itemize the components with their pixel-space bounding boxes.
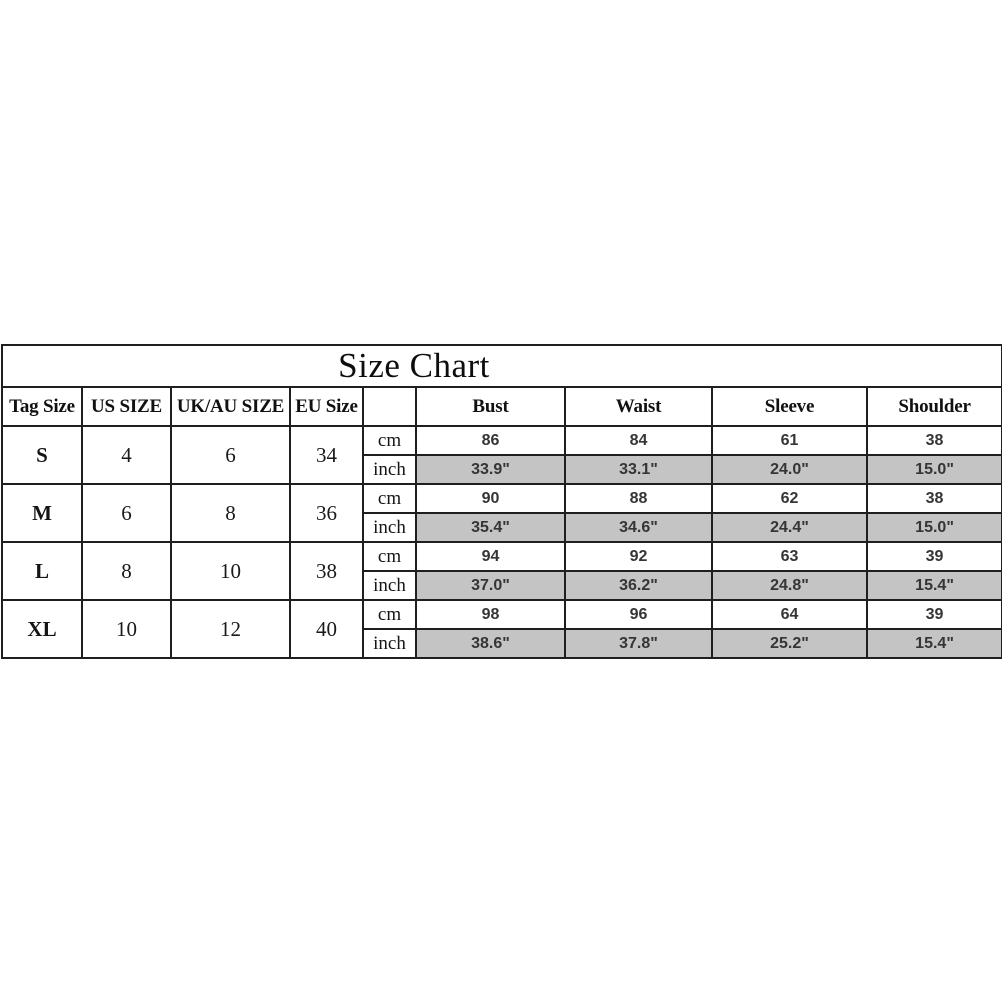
us-size-cell: 10 <box>82 600 171 658</box>
value-cell-bust-inch: 38.6" <box>416 629 565 658</box>
value-cell-shoulder-inch: 15.0" <box>867 455 1002 484</box>
col-header-sleeve: Sleeve <box>712 387 867 426</box>
col-header-bust: Bust <box>416 387 565 426</box>
ukau-size-cell: 6 <box>171 426 290 484</box>
value-cell-waist-inch: 33.1" <box>565 455 712 484</box>
eu-size-cell: 40 <box>290 600 363 658</box>
tag-size-cell: M <box>2 484 82 542</box>
value-cell-sleeve-inch: 24.0" <box>712 455 867 484</box>
ukau-size-cell: 10 <box>171 542 290 600</box>
col-header-us-size: US SIZE <box>82 387 171 426</box>
value-cell-waist-inch: 37.8" <box>565 629 712 658</box>
unit-cell-cm: cm <box>363 600 416 629</box>
value-cell-shoulder-inch: 15.0" <box>867 513 1002 542</box>
value-cell-sleeve-cm: 64 <box>712 600 867 629</box>
tag-size-cell: XL <box>2 600 82 658</box>
header-row <box>2 387 1002 426</box>
value-cell-sleeve-cm: 62 <box>712 484 867 513</box>
value-cell-waist-cm: 84 <box>565 426 712 455</box>
chart-title-cell <box>2 345 1002 387</box>
value-cell-sleeve-inch: 25.2" <box>712 629 867 658</box>
col-header-tag-size: Tag Size <box>2 387 82 426</box>
col-header-waist: Waist <box>565 387 712 426</box>
col-header-unit <box>363 387 416 426</box>
value-cell-sleeve-cm: 61 <box>712 426 867 455</box>
size-chart-table <box>1 344 1002 659</box>
us-size-cell: 6 <box>82 484 171 542</box>
value-cell-shoulder-inch: 15.4" <box>867 571 1002 600</box>
chart-title: Size Chart <box>338 346 490 385</box>
us-size-cell: 4 <box>82 426 171 484</box>
value-cell-shoulder-inch: 15.4" <box>867 629 1002 658</box>
eu-size-cell: 38 <box>290 542 363 600</box>
col-header-ukau-size: UK/AU SIZE <box>171 387 290 426</box>
value-cell-bust-cm: 90 <box>416 484 565 513</box>
value-cell-waist-cm: 96 <box>565 600 712 629</box>
tag-size-cell: S <box>2 426 82 484</box>
value-cell-shoulder-cm: 39 <box>867 600 1002 629</box>
unit-cell-inch: inch <box>363 455 416 484</box>
value-cell-bust-cm: 94 <box>416 542 565 571</box>
col-header-shoulder: Shoulder <box>867 387 1002 426</box>
unit-cell-inch: inch <box>363 571 416 600</box>
value-cell-sleeve-cm: 63 <box>712 542 867 571</box>
value-cell-waist-cm: 88 <box>565 484 712 513</box>
us-size-cell: 8 <box>82 542 171 600</box>
unit-cell-inch: inch <box>363 629 416 658</box>
unit-cell-cm: cm <box>363 426 416 455</box>
eu-size-cell: 36 <box>290 484 363 542</box>
row-m-cm <box>2 484 1002 513</box>
value-cell-sleeve-inch: 24.4" <box>712 513 867 542</box>
value-cell-bust-cm: 86 <box>416 426 565 455</box>
ukau-size-cell: 12 <box>171 600 290 658</box>
value-cell-waist-cm: 92 <box>565 542 712 571</box>
tag-size-cell: L <box>2 542 82 600</box>
row-s-cm <box>2 426 1002 455</box>
value-cell-bust-cm: 98 <box>416 600 565 629</box>
value-cell-waist-inch: 34.6" <box>565 513 712 542</box>
unit-cell-inch: inch <box>363 513 416 542</box>
value-cell-shoulder-cm: 38 <box>867 484 1002 513</box>
value-cell-bust-inch: 37.0" <box>416 571 565 600</box>
unit-cell-cm: cm <box>363 542 416 571</box>
ukau-size-cell: 8 <box>171 484 290 542</box>
row-xl-cm <box>2 600 1002 629</box>
value-cell-waist-inch: 36.2" <box>565 571 712 600</box>
col-header-eu-size: EU Size <box>290 387 363 426</box>
value-cell-sleeve-inch: 24.8" <box>712 571 867 600</box>
value-cell-bust-inch: 33.9" <box>416 455 565 484</box>
value-cell-bust-inch: 35.4" <box>416 513 565 542</box>
unit-cell-cm: cm <box>363 484 416 513</box>
eu-size-cell: 34 <box>290 426 363 484</box>
row-l-cm <box>2 542 1002 571</box>
value-cell-shoulder-cm: 39 <box>867 542 1002 571</box>
title-row <box>2 345 1002 387</box>
value-cell-shoulder-cm: 38 <box>867 426 1002 455</box>
